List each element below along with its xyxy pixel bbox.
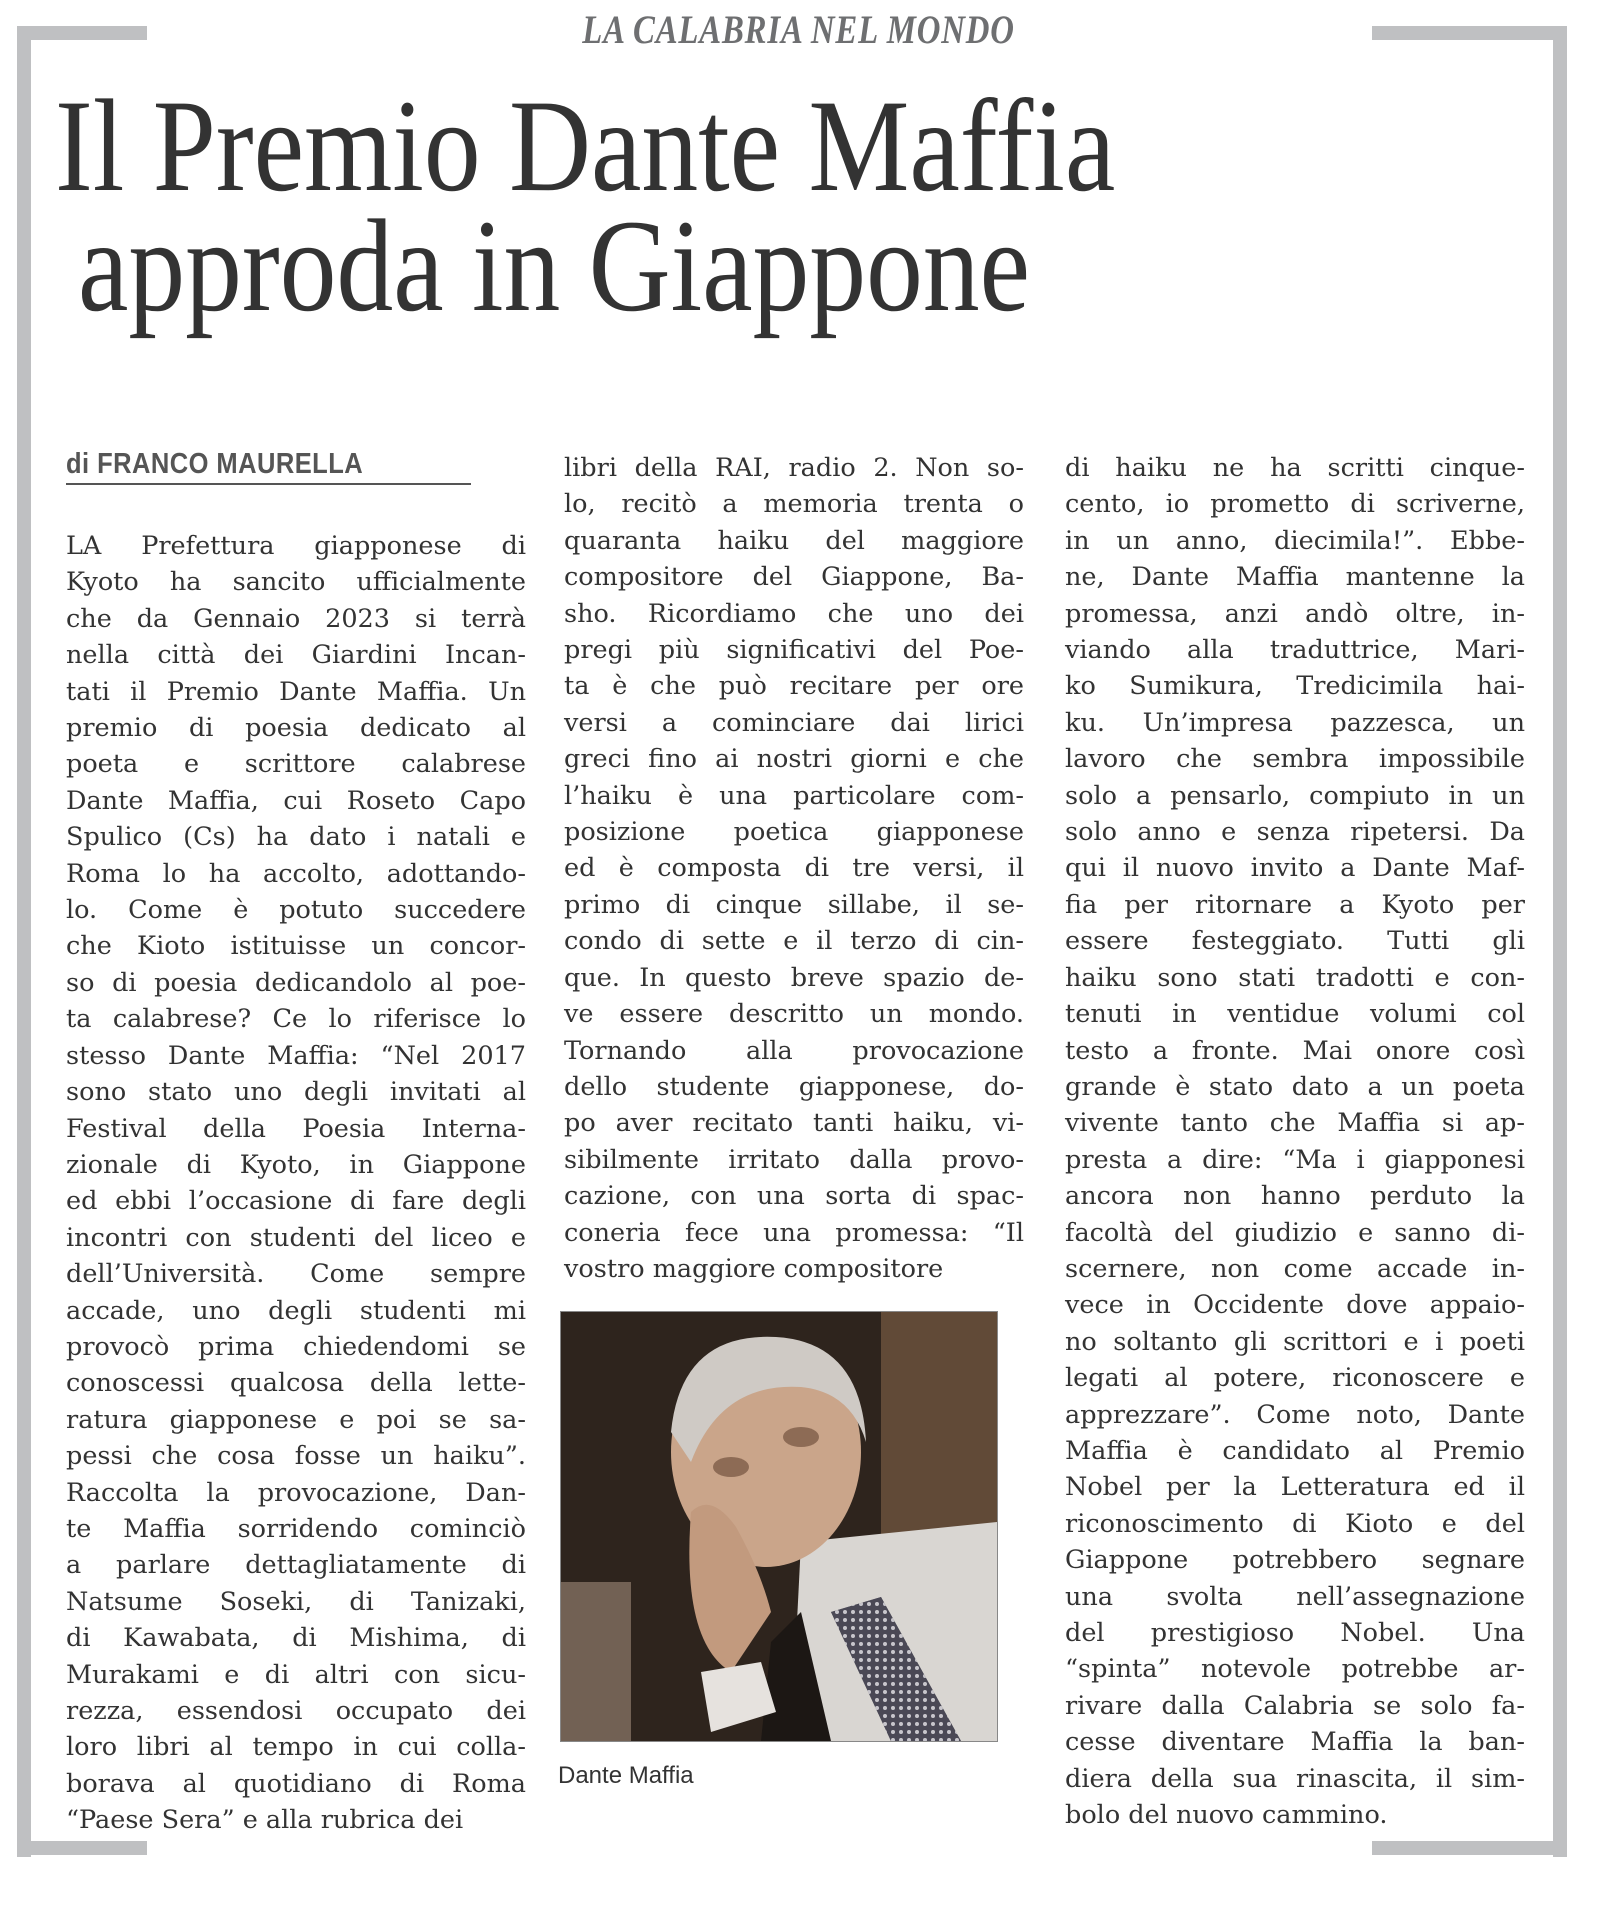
section-kicker: LA CALABRIA NEL MONDO [582,7,1015,52]
article-line: viando alla traduttrice, Mari- [1065,635,1525,666]
article-line: Nobel per la Letteratura ed il [1065,1472,1525,1503]
article-line: vivente tanto che Maffia si ap- [1065,1108,1525,1139]
article-line: facoltà del giudizio e sanno di- [1065,1217,1525,1248]
article-line: bolo del nuovo cammino. [1065,1800,1388,1831]
article-line: pregi più significativi del Poe- [564,635,1024,666]
article-line: stesso Dante Maffia: “Nel 2017 [66,1040,526,1071]
article-line: cazione, con una sorta di spac- [564,1181,1024,1212]
article-line: que. In questo breve spazio de- [564,962,1024,993]
article-line: Raccolta la provocazione, Dan- [66,1477,526,1508]
article-line: loro libri al tempo in cui colla- [66,1732,526,1763]
article-line: greci fino ai nostri giorni e che [564,744,1024,775]
article-line: legati al potere, riconoscere e [1065,1363,1525,1394]
article-line: ancora non hanno perduto la [1065,1181,1525,1212]
article-line: che da Gennaio 2023 si terrà [66,603,526,634]
article-line: essere festeggiato. Tutti gli [1065,926,1525,957]
article-line: Dante Maffia, cui Roseto Capo [66,785,526,816]
frame-top-left [17,26,147,40]
article-line: provocò prima chiedendomi se [66,1331,526,1362]
byline: di FRANCO MAURELLA [66,448,364,480]
article-line: solo a pensarlo, compiuto in un [1065,780,1525,811]
article-column-2 [564,450,1024,1287]
article-line: cesse diventare Maffia la ban- [1065,1727,1525,1758]
article-line: borava al quotidiano di Roma [66,1768,526,1799]
article-line: di haiku ne ha scritti cinque- [1065,453,1525,483]
article-line: l’haiku è una particolare com- [564,780,1024,811]
article-line: premio di poesia dedicato al [66,713,526,744]
article-line: fia per ritornare a Kyoto per [1065,889,1525,920]
article-line: vece in Occidente dove appaio- [1065,1290,1525,1321]
article-line: ne, Dante Maffia mantenne la [1065,562,1525,593]
article-line: ta calabrese? Ce lo riferisce lo [66,1004,526,1035]
article-line: in un anno, diecimila!”. Ebbe- [1065,525,1525,556]
article-line: ed è composta di tre versi, il [564,853,1024,884]
article-line: tati il Premio Dante Maffia. Un [66,676,526,707]
article-column-3 [1065,450,1525,1833]
article-line: testo a fronte. Mai onore così [1065,1035,1525,1066]
article-line: sono stato uno degli invitati al [66,1077,526,1108]
article-line: Spulico (Cs) ha dato i natali e [66,822,526,853]
article-line: del prestigioso Nobel. Una [1065,1618,1525,1648]
article-line: ta è che può recitare per ore [564,671,1024,702]
article-line: riconoscimento di Kioto e del [1065,1508,1525,1539]
article-line: rezza, essendosi occupato dei [66,1696,526,1726]
headline-line-1: Il Premio Dante Maffia [55,72,1116,219]
frame-left [17,26,31,1857]
article-line: pessi che cosa fosse un haiku”. [66,1441,526,1472]
article-line: a parlare dettagliatamente di [66,1550,526,1581]
article-line: lo, recitò a memoria trenta o [564,489,1024,520]
article-line: sibilmente irritato dalla provo- [564,1144,1024,1175]
frame-right [1553,26,1567,1857]
byline-rule [66,483,471,485]
headline-line-2: approda in Giappone [78,192,1031,339]
article-line: ve essere descritto un mondo. [564,999,1024,1030]
article-line: zionale di Kyoto, in Giappone [66,1149,526,1180]
article-line: cento, io prometto di scriverne, [1065,489,1525,520]
article-line: dello studente giapponese, do- [564,1071,1024,1102]
frame-bottom-right [1372,1841,1567,1855]
article-line: solo anno e senza ripetersi. Da [1065,817,1525,848]
article-line: lo. Come è potuto succedere [66,895,526,926]
article-line: compositore del Giappone, Ba- [564,562,1024,593]
article-line: grande è stato dato a un poeta [1065,1071,1525,1102]
article-line: primo di cinque sillabe, il se- [564,889,1024,920]
portrait-illustration [561,1312,997,1741]
article-line: “Paese Sera” e alla rubrica dei [66,1805,464,1836]
article-line: apprezzare”. Come noto, Dante [1065,1399,1525,1430]
article-line: Natsume Soseki, di Tanizaki, [66,1586,526,1617]
article-line: sho. Ricordiamo che uno dei [564,598,1024,629]
article-line: coneria fece una promessa: “Il [564,1217,1024,1248]
article-line: che Kioto istituisse un concor- [66,931,526,962]
portrait-photo [560,1311,998,1742]
article-line: diera della sua rinascita, il sim- [1065,1763,1525,1794]
article-line: Roma lo ha accolto, adottando- [66,858,526,889]
frame-bottom-left [17,1841,147,1855]
article-line: conoscessi qualcosa della lette- [66,1368,526,1399]
article-line: vostro maggiore compositore [564,1253,944,1284]
article-line: ratura giapponese e poi se sa- [66,1404,526,1435]
article-line: quaranta haiku del maggiore [564,525,1024,556]
article-line: haiku sono stati tradotti e con- [1065,962,1525,993]
article-line: di Kawabata, di Mishima, di [66,1623,526,1654]
article-line: una svolta nell’assegnazione [1065,1581,1525,1612]
article-line: ku. Un’impresa pazzesca, un [1065,707,1525,738]
article-line: LA Prefettura giapponese di [66,531,526,561]
article-line: qui il nuovo invito a Dante Maf- [1065,853,1525,884]
article-line: Festival della Poesia Interna- [66,1113,526,1144]
article-line: po aver recitato tanti haiku, vi- [564,1108,1024,1139]
article-line: promessa, anzi andò oltre, in- [1065,598,1525,629]
article-column-1 [66,528,526,1839]
article-line: Tornando alla provocazione [564,1035,1024,1066]
article-line: “spinta” notevole potrebbe ar- [1065,1654,1525,1685]
article-line: presta a dire: “Ma i giapponesi [1065,1144,1525,1175]
article-line: so di poesia dedicandolo al poe- [66,967,526,998]
article-line: rivare dalla Calabria se solo fa- [1065,1690,1525,1721]
article-line: versi a cominciare dai lirici [564,707,1024,738]
article-line: condo di sette e il terzo di cin- [564,926,1024,957]
article-line: lavoro che sembra impossibile [1065,744,1525,775]
article-line: nella città dei Giardini Incan- [66,640,526,671]
article-line: ed ebbi l’occasione di fare degli [66,1186,526,1217]
article-line: scernere, non come accade in- [1065,1253,1525,1284]
article-line: Murakami e di altri con sicu- [66,1659,526,1690]
article-line: accade, uno degli studenti mi [66,1295,526,1326]
article-line: Kyoto ha sancito ufficialmente [66,567,526,598]
article-line: no soltanto gli scrittori e i poeti [1065,1326,1525,1357]
article-line: Giappone potrebbero segnare [1065,1545,1525,1576]
article-line: posizione poetica giapponese [564,817,1024,848]
article-line: poeta e scrittore calabrese [66,749,526,780]
article-line: Maffia è candidato al Premio [1065,1435,1525,1466]
article-line: dell’Università. Come sempre [66,1259,526,1290]
article-line: te Maffia sorridendo cominciò [66,1513,526,1544]
article-line: ko Sumikura, Tredicimila hai- [1065,671,1525,702]
photo-caption: Dante Maffia [558,1762,694,1789]
article-line: incontri con studenti del liceo e [66,1222,526,1253]
article-line: tenuti in ventidue volumi col [1065,999,1525,1030]
article-line: libri della RAI, radio 2. Non so- [564,453,1024,483]
